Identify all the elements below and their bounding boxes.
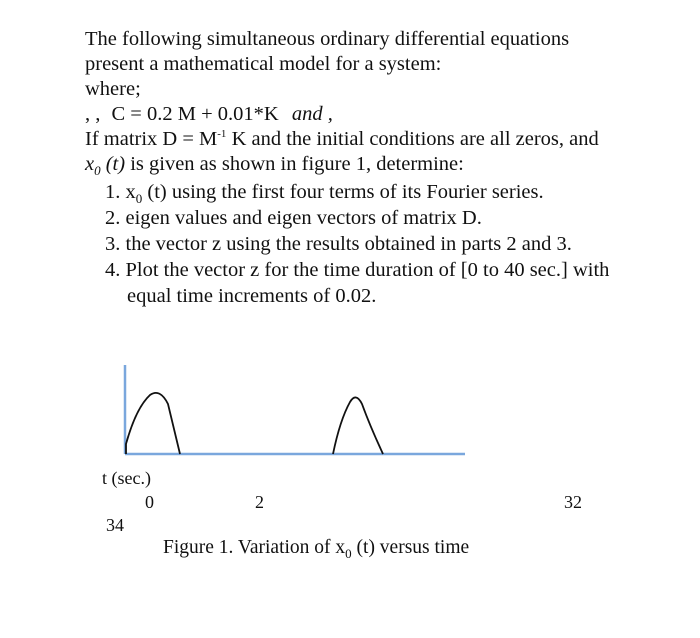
x-symbol: x xyxy=(125,181,136,203)
text-line: The following simultaneous ordinary differential equations xyxy=(85,28,570,50)
axis-label: t (sec.) xyxy=(102,468,151,488)
x-symbol: x xyxy=(85,153,95,175)
x-subscript: 0 xyxy=(345,546,352,561)
task-text: the vector z using the results obtained in parts 2 and 3. xyxy=(125,233,572,255)
task-text: eigen values and eigen vectors of matrix D. xyxy=(125,207,482,229)
task-text: equal time increments of 0.02. xyxy=(127,285,377,307)
task-number: 3. xyxy=(105,233,121,255)
matrix-d-definition: If matrix D = M xyxy=(85,128,218,150)
text-line: where; xyxy=(85,78,141,100)
tick-label-0: 0 xyxy=(145,492,154,512)
figure-caption xyxy=(163,536,469,561)
x-subscript: 0 xyxy=(135,191,143,206)
text-line: present a mathematical model for a system: xyxy=(85,53,442,75)
tick-label-2: 2 xyxy=(255,492,264,512)
equation-prefix: , , xyxy=(85,103,101,125)
second-pulse-curve xyxy=(333,397,383,454)
caption-text: Figure 1. Variation of x xyxy=(163,537,346,558)
task-text: (t) using the first four terms of its Fourier series. xyxy=(142,181,544,203)
x-subscript: 0 xyxy=(94,163,101,178)
t-argument: (t) xyxy=(100,153,126,175)
tick-label-34: 34 xyxy=(106,515,124,535)
task-number: 2. xyxy=(105,207,121,229)
text-line: is given as shown in figure 1, determine: xyxy=(125,153,464,175)
equation-suffix: and , xyxy=(291,103,333,125)
task-number: 4. xyxy=(105,259,121,281)
task-text: Plot the vector z for the time duration of [0 to 40 sec.] with xyxy=(125,259,610,281)
matrix-d-definition-rest: K and the initial conditions are all zeros, and xyxy=(226,128,599,150)
damping-equation: C = 0.2 M + 0.01*K xyxy=(111,103,279,125)
task-number: 1. xyxy=(105,181,121,203)
inverse-superscript: -1 xyxy=(217,128,227,140)
caption-text: (t) versus time xyxy=(351,537,470,558)
tick-label-32: 32 xyxy=(564,492,582,512)
first-pulse-curve xyxy=(126,393,180,454)
